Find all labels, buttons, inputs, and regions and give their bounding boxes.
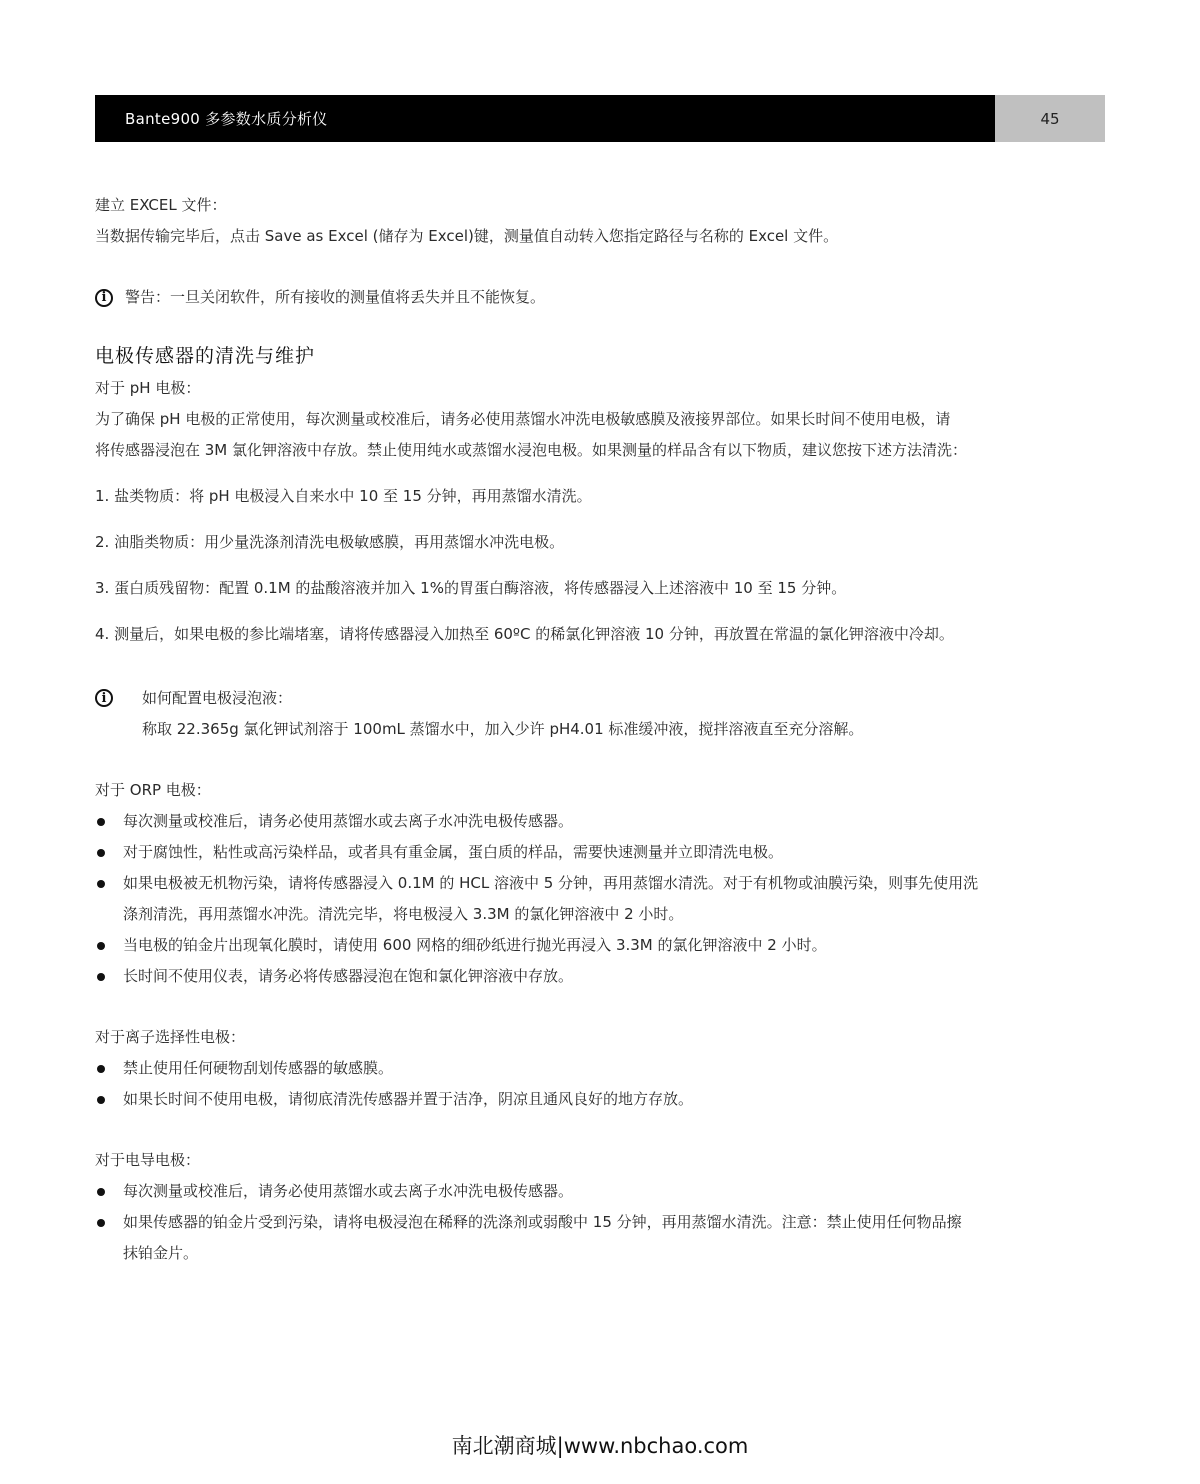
ph-paragraph-line: 为了确保 pH 电极的正常使用，每次测量或校准后，请务必使用蒸馏水冲洗电极敏感膜及液接界部位。如果长时间不使用电极，请 <box>95 410 951 428</box>
list-item: 长时间不使用仪表，请务必将传感器浸泡在饱和氯化钾溶液中存放。 <box>95 961 1107 992</box>
ise-heading: 对于离子选择性电极： <box>95 1028 246 1046</box>
note-text: 称取 22.365g 氯化钾试剂溶于 100mL 蒸馏水中，加入少许 pH4.01 标准缓冲液，搅拌溶液直至充分溶解。 <box>142 720 864 738</box>
list-item: 当电极的铂金片出现氧化膜时，请使用 600 网格的细砂纸进行抛光再浸入 3.3M 的氯化钾溶液中 2 小时。 <box>95 930 1107 961</box>
orp-bullet-list <box>95 806 1107 992</box>
soaking-solution-note <box>95 683 1107 745</box>
note-title: 如何配置电极浸泡液： <box>142 689 293 707</box>
warning-note <box>95 282 1107 313</box>
ph-list-item: 1. 盐类物质：将 pH 电极浸入自来水中 10 至 15 分钟，再用蒸馏水清洗。 <box>95 487 592 505</box>
orp-heading: 对于 ORP 电极： <box>95 781 211 799</box>
cond-heading: 对于电导电极： <box>95 1151 201 1169</box>
footer-watermark: 南北潮商城|www.nbchao.com <box>451 1434 749 1458</box>
list-item: 如果传感器的铂金片受到污染，请将电极浸泡在稀释的洗涤剂或弱酸中 15 分钟，再用蒸馏水清洗。注意：禁止使用任何物品擦 抹铂金片。 <box>95 1207 1107 1269</box>
page-number: 45 <box>995 95 1105 142</box>
info-icon: i <box>95 689 113 707</box>
list-item: 禁止使用任何硬物刮划传感器的敏感膜。 <box>95 1053 1107 1084</box>
excel-text: 当数据传输完毕后，点击 Save as Excel (储存为 Excel)键，测量值自动转入您指定路径与名称的 Excel 文件。 <box>95 227 839 245</box>
excel-heading: 建立 EXCEL 文件： <box>95 196 227 214</box>
page-content <box>95 190 1107 1269</box>
list-item: 每次测量或校准后，请务必使用蒸馏水或去离子水冲洗电极传感器。 <box>95 806 1107 837</box>
list-item: 如果长时间不使用电极，请彻底清洗传感器并置于洁净，阴凉且通风良好的地方存放。 <box>95 1084 1107 1115</box>
warning-text: 警告：一旦关闭软件，所有接收的测量值将丢失并且不能恢复。 <box>125 288 546 306</box>
list-item: 每次测量或校准后，请务必使用蒸馏水或去离子水冲洗电极传感器。 <box>95 1176 1107 1207</box>
ph-heading: 对于 pH 电极： <box>95 379 201 397</box>
ph-list-item: 2. 油脂类物质：用少量洗涤剂清洗电极敏感膜，再用蒸馏水冲洗电极。 <box>95 533 565 551</box>
ph-paragraph-line: 将传感器浸泡在 3M 氯化钾溶液中存放。禁止使用纯水或蒸馏水浸泡电极。如果测量的样品含有以下物质，建议您按下述方法清洗： <box>95 441 968 459</box>
ph-list-item: 4. 测量后，如果电极的参比端堵塞，请将传感器浸入加热至 60ºC 的稀氯化钾溶液 10 分钟，再放置在常温的氯化钾溶液中冷却。 <box>95 625 954 643</box>
ph-list-item: 3. 蛋白质残留物：配置 0.1M 的盐酸溶液并加入 1%的胃蛋白酶溶液，将传感器浸入上述溶液中 10 至 15 分钟。 <box>95 579 847 597</box>
ise-bullet-list <box>95 1053 1107 1115</box>
list-item: 如果电极被无机物污染，请将传感器浸入 0.1M 的 HCL 溶液中 5 分钟，再用蒸馏水清洗。对于有机物或油膜污染，则事先使用洗 涤剂清洗，再用蒸馏水冲洗。清洗完毕，将电极浸入 3.3M 的氯化钾溶液中 2 小时。 <box>95 868 1107 930</box>
page-header <box>95 95 1105 142</box>
list-item: 对于腐蚀性，粘性或高污染样品，或者具有重金属，蛋白质的样品，需要快速测量并立即清洗电极。 <box>95 837 1107 868</box>
section-title: 电极传感器的清洗与维护 <box>95 345 316 367</box>
info-icon: i <box>95 289 113 307</box>
document-title: Bante900 多参数水质分析仪 <box>95 95 995 142</box>
cond-bullet-list <box>95 1176 1107 1269</box>
